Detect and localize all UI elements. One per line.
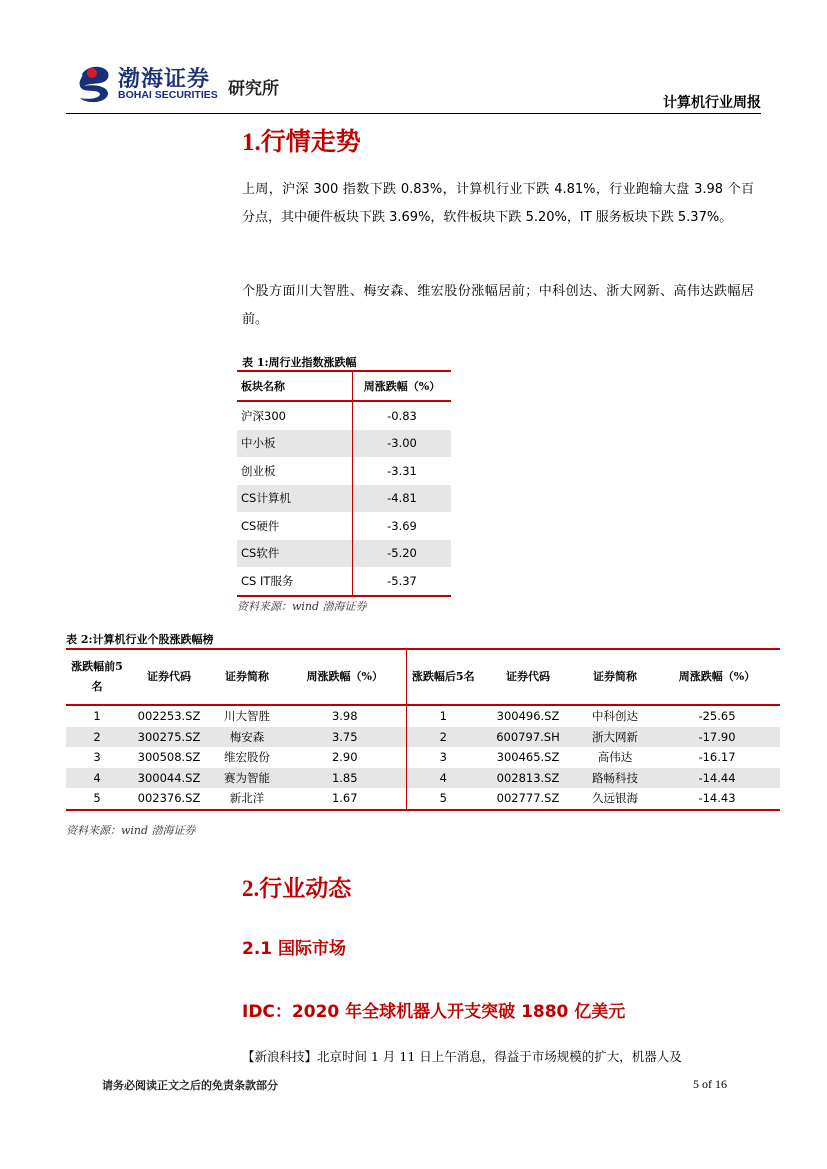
table-row bbox=[237, 430, 451, 458]
table-row bbox=[66, 727, 780, 748]
rank: 4 bbox=[66, 768, 128, 789]
section-title-industry-news: 2.行业动态 bbox=[242, 876, 352, 901]
logo-chinese-name: 渤海证券 bbox=[118, 66, 211, 92]
stock-summary-paragraph: 个股方面川大智胜、梅安森、维宏股份涨幅居前；中科创达、浙大网新、高伟达跌幅居前。 bbox=[242, 284, 754, 327]
stock-code: 300508.SZ bbox=[137, 750, 201, 765]
weekly-change: -17.90 bbox=[654, 727, 780, 748]
rank: 2 bbox=[66, 727, 128, 748]
header-divider bbox=[66, 113, 761, 114]
stock-name: 中科创达 bbox=[592, 709, 638, 724]
report-type: 计算机行业周报 bbox=[663, 95, 761, 111]
table-header-row bbox=[237, 371, 451, 401]
stock-name: 梅安森 bbox=[210, 727, 284, 748]
sector-name: 沪深300 bbox=[237, 401, 353, 430]
stock-code: 300465.SZ bbox=[496, 750, 560, 765]
table-row bbox=[237, 567, 451, 596]
table-row bbox=[66, 705, 780, 727]
stock-name: 维宏股份 bbox=[224, 750, 270, 765]
table2-source: 资料来源：wind 渤海证券 bbox=[66, 824, 196, 837]
sector-name: CS IT服务 bbox=[237, 567, 353, 596]
subsection-title-international: 2.1 国际市场 bbox=[242, 939, 347, 959]
table-row bbox=[66, 788, 780, 810]
table-row bbox=[237, 457, 451, 485]
stock-code: 300275.SZ bbox=[128, 727, 210, 748]
page-number: 5 of 16 bbox=[693, 1077, 727, 1091]
weekly-change: -14.44 bbox=[654, 768, 780, 789]
index-change-table bbox=[237, 370, 451, 597]
logo-english-name: BOHAI SECURITIES bbox=[118, 89, 218, 101]
company-logo bbox=[78, 62, 293, 108]
column-header: 周涨跌幅（%） bbox=[353, 371, 452, 401]
column-header: 涨跌幅后5名 bbox=[406, 649, 480, 705]
rank: 4 bbox=[406, 768, 480, 789]
stock-code: 002253.SZ bbox=[137, 709, 201, 724]
column-header: 周涨跌幅（%） bbox=[654, 649, 780, 705]
stock-code: 002376.SZ bbox=[128, 788, 210, 810]
sector-name: 中小板 bbox=[237, 430, 353, 458]
disclaimer-note: 请务必阅读正文之后的免责条款部分 bbox=[102, 1079, 278, 1092]
table-row bbox=[237, 401, 451, 430]
weekly-change: -3.00 bbox=[353, 430, 452, 458]
stock-name: 新北洋 bbox=[210, 788, 284, 810]
stock-name: 久远银海 bbox=[576, 788, 654, 810]
stock-code: 300496.SZ bbox=[496, 709, 560, 724]
sector-name: CS软件 bbox=[237, 540, 353, 568]
column-header: 证券简称 bbox=[576, 649, 654, 705]
column-header: 证券代码 bbox=[480, 649, 576, 705]
weekly-change: 2.90 bbox=[284, 747, 406, 768]
table-row bbox=[237, 485, 451, 513]
bohai-logo-icon bbox=[78, 64, 114, 104]
table1-caption: 表 1:周行业指数涨跌幅 bbox=[242, 356, 357, 369]
weekly-change: 3.98 bbox=[284, 705, 406, 727]
rank: 3 bbox=[93, 750, 101, 765]
rank: 1 bbox=[439, 709, 447, 724]
stock-name: 赛为智能 bbox=[210, 768, 284, 789]
weekly-change: -0.83 bbox=[387, 408, 417, 423]
stock-name: 路畅科技 bbox=[576, 768, 654, 789]
stock-code: 002813.SZ bbox=[480, 768, 576, 789]
market-summary-paragraph: 上周，沪深 300 指数下跌 0.83%，计算机行业下跌 4.81%，行业跑输大盘 3.98 个百分点，其中硬件板块下跌 3.69%，软件板块下跌 5.20%，IT 服务板块下跌 5.37%。 bbox=[242, 182, 754, 225]
table2-caption: 表 2:计算机行业个股涨跌幅榜 bbox=[66, 633, 214, 646]
weekly-change: -3.31 bbox=[387, 463, 417, 478]
table-row bbox=[66, 747, 780, 768]
weekly-change: -25.65 bbox=[698, 709, 736, 724]
news-paragraph: 【新浪科技】北京时间 1 月 11 日上午消息，得益于市场规模的扩大，机器人及 bbox=[242, 1049, 682, 1064]
weekly-change: 3.75 bbox=[284, 727, 406, 748]
weekly-change: -5.20 bbox=[353, 540, 452, 568]
sector-name: CS计算机 bbox=[237, 485, 353, 513]
weekly-change: -4.81 bbox=[353, 485, 452, 513]
column-header: 周涨跌幅（%） bbox=[284, 649, 406, 705]
stock-name: 浙大网新 bbox=[576, 727, 654, 748]
table1-source: 资料来源：wind 渤海证券 bbox=[237, 600, 367, 613]
table-row bbox=[66, 768, 780, 789]
rank: 3 bbox=[439, 750, 447, 765]
news-headline: IDC：2020 年全球机器人开支突破 1880 亿美元 bbox=[242, 1002, 626, 1022]
table-row bbox=[237, 512, 451, 540]
rank: 1 bbox=[93, 709, 101, 724]
rank: 5 bbox=[406, 788, 480, 810]
weekly-change: 1.67 bbox=[284, 788, 406, 810]
sector-name: CS硬件 bbox=[237, 512, 353, 540]
weekly-change: -5.37 bbox=[353, 567, 452, 596]
stock-name: 川大智胜 bbox=[224, 709, 270, 724]
stock-code: 300044.SZ bbox=[128, 768, 210, 789]
column-header: 证券代码 bbox=[128, 649, 210, 705]
table-header-row bbox=[66, 649, 780, 705]
column-header: 证券简称 bbox=[210, 649, 284, 705]
column-header: 涨跌幅前5名 bbox=[66, 649, 128, 705]
weekly-change: 1.85 bbox=[284, 768, 406, 789]
sector-name: 创业板 bbox=[237, 457, 353, 485]
column-header: 板块名称 bbox=[237, 371, 353, 401]
section-title-market-trend: 1.行情走势 bbox=[242, 129, 361, 156]
logo-institute: 研究所 bbox=[228, 79, 279, 99]
table-row bbox=[237, 540, 451, 568]
weekly-change: -14.43 bbox=[654, 788, 780, 810]
rank: 2 bbox=[406, 727, 480, 748]
weekly-change: -3.69 bbox=[387, 518, 417, 533]
weekly-change: -16.17 bbox=[698, 750, 736, 765]
stock-code: 002777.SZ bbox=[480, 788, 576, 810]
stock-name: 高伟达 bbox=[597, 750, 633, 765]
rank: 5 bbox=[66, 788, 128, 810]
stock-code: 600797.SH bbox=[480, 727, 576, 748]
stock-ranking-table bbox=[66, 648, 780, 811]
